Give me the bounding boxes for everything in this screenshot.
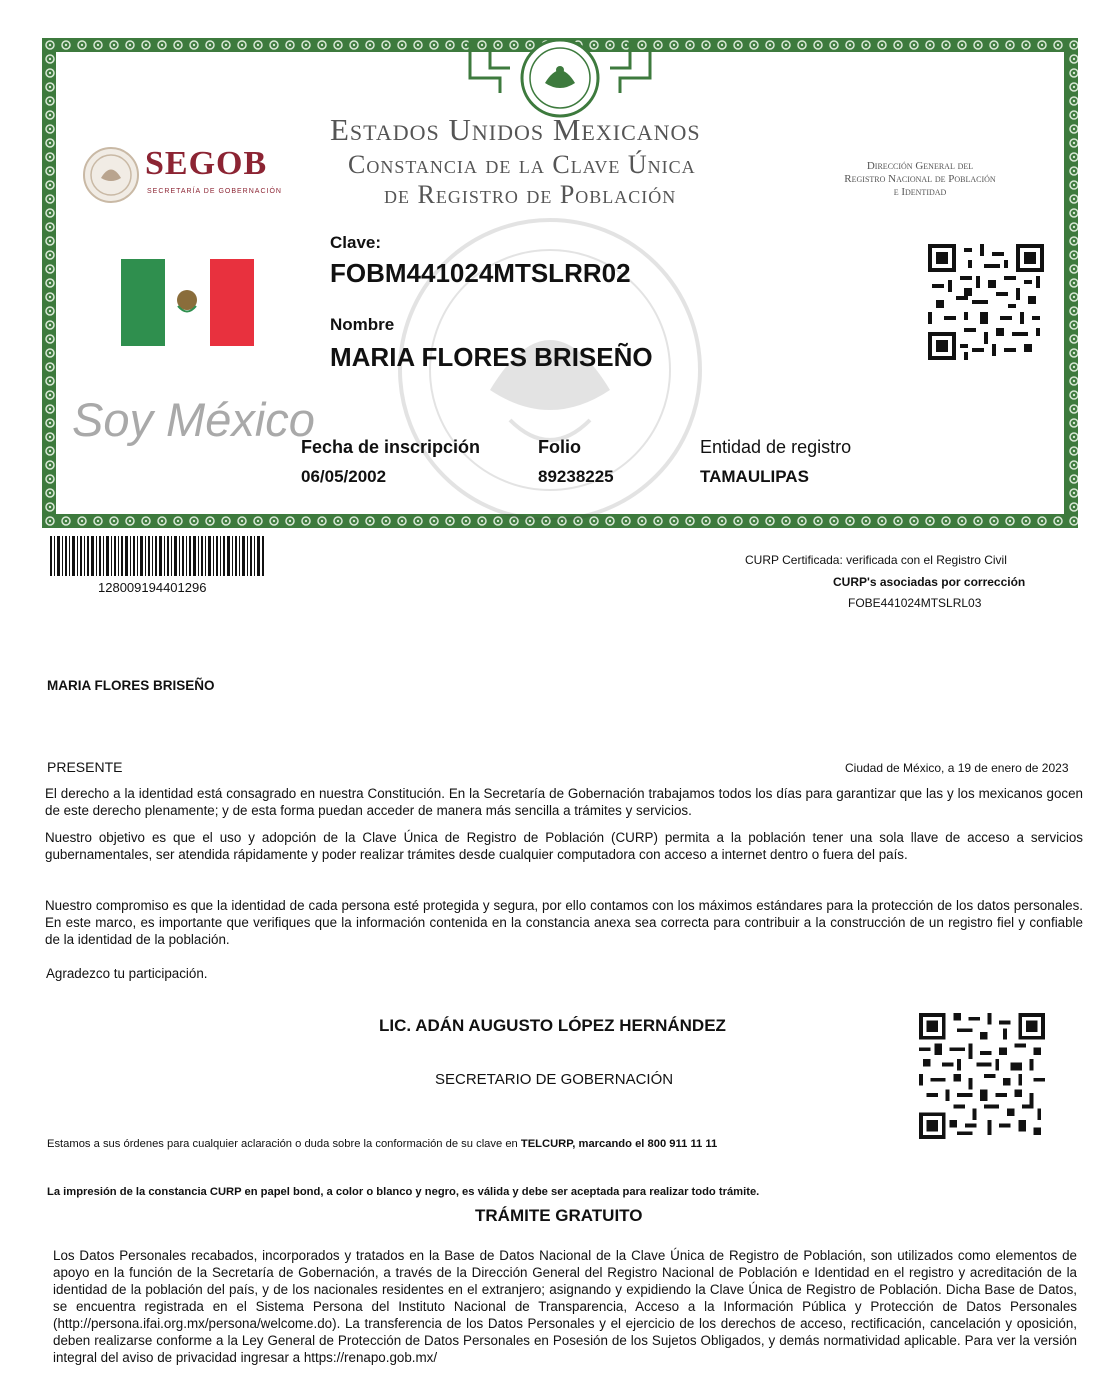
directorate-text: Dirección General del Registro Nacional de Población e Identidad (844, 160, 996, 198)
barcode-icon (50, 536, 265, 576)
nombre-value: MARIA FLORES BRISEÑO (330, 342, 653, 372)
segob-logo-text: SEGOB (145, 145, 268, 182)
clave-label: Clave: (330, 233, 382, 252)
certification-line2: CURP's asociadas por corrección (833, 575, 1026, 589)
segob-seal-icon (82, 146, 140, 204)
nombre-label: Nombre (330, 315, 395, 334)
document-title-line2: de Registro de Población (384, 180, 677, 209)
folio-label: Folio (538, 437, 581, 457)
presente-text: PRESENTE (47, 759, 123, 775)
paragraph-3: Nuestro compromiso es que la identidad de cada persona esté protegida y segura, por ello contamos con los máximos estándares para la protección de los datos personales. En este marco, es importante que verifiques que la información contenida en la constancia anexa sea correcta para contribuir a la construcción de un registro fiel y confiable de la identidad de la población. (45, 898, 1083, 947)
signer-name: LIC. ADÁN AUGUSTO LÓPEZ HERNÁNDEZ (379, 1016, 726, 1035)
clave-value: FOBM441024MTSLRR02 (330, 258, 631, 288)
soy-mexico-slogan: Soy México (72, 393, 315, 446)
signer-title: SECRETARIO DE GOBERNACIÓN (435, 1071, 674, 1088)
barcode-number: 128009194401296 (98, 580, 207, 595)
thanks-text: Agradezco tu participación. (46, 966, 208, 981)
national-emblem-icon (450, 38, 670, 118)
recipient-name: MARIA FLORES BRISEÑO (47, 678, 215, 693)
fecha-label: Fecha de inscripción (301, 437, 481, 457)
certification-line1: CURP Certificada: verificada con el Registro Civil (745, 553, 1007, 567)
fecha-value: 06/05/2002 (301, 467, 387, 486)
qr-code-2-icon (918, 1013, 1046, 1139)
validity-note: La impresión de la constancia CURP en papel bond, a color o blanco y negro, es válida y debe ser aceptada para realizar todo trámite. (47, 1186, 760, 1198)
document-title-line1: Constancia de la Clave Única (348, 150, 696, 179)
associated-curp: FOBE441024MTSLRL03 (848, 596, 982, 610)
paragraph-2: Nuestro objetivo es que el uso y adopción de la Clave Única de Registro de Población (CURP) permita a la población tener una sola llave de acceso a servicios gubernamentales, ser atendida rápidamente y poder realizar trámites desde cualquier computadora con acceso a internet dentro o fuera del país. (45, 830, 1083, 862)
qr-code-icon (928, 244, 1044, 360)
place-date: Ciudad de México, a 19 de enero de 2023 (845, 761, 1069, 775)
free-procedure: TRÁMITE GRATUITO (475, 1206, 643, 1225)
country-title: Estados Unidos Mexicanos (330, 112, 701, 147)
contact-line: Estamos a sus órdenes para cualquier aclaración o duda sobre la conformación de su clave en TELCURP, marcando el 800 911 11 11 (47, 1138, 718, 1150)
privacy-notice: Los Datos Personales recabados, incorporados y tratados en la Base de Datos Nacional de la Clave Única de Registro de Población, son utilizados como elementos de apoyo en la función de la Secretaría de Gobernación, a través de la Dirección General del Registro Nacional de Población e Identidad en el registro y acreditación de la identidad de la población del país, y de los nacionales residentes en el extranjero; asignando y expidiendo la Clave Única de Registro de Población. Dicha Base de Datos, se encuentra registrada en el Sistema Persona del Instituto Nacional de Transparencia, Acceso a la Información Pública y Protección de Datos Personales (http://persona.ifai.org.mx/persona/welcome.do). La transferencia de los Datos Personales y el ejercicio de los derechos de acceso, rectificación, cancelación y oposición, deben realizarse conforme a la Ley General de Protección de Datos Personales en Posesión de los Sujetos Obligados, y demás normatividad aplicable. Para ver la versión integral del aviso de privacidad ingresar a https://renapo.gob.mx/ (53, 1248, 1077, 1365)
folio-value: 89238225 (538, 467, 614, 486)
entidad-label: Entidad de registro (700, 437, 852, 457)
mexican-flag-icon (121, 259, 254, 346)
paragraph-1: El derecho a la identidad está consagrado en nuestra Constitución. En la Secretaría de Gobernación trabajamos todos los días para garantizar que las y los mexicanos gocen de este derecho plenamente; y de esta forma puedan acceder de manera más sencilla a trámites y servicios. (45, 786, 1083, 818)
entidad-value: TAMAULIPAS (700, 467, 809, 486)
segob-subtitle: SECRETARÍA DE GOBERNACIÓN (147, 188, 282, 195)
